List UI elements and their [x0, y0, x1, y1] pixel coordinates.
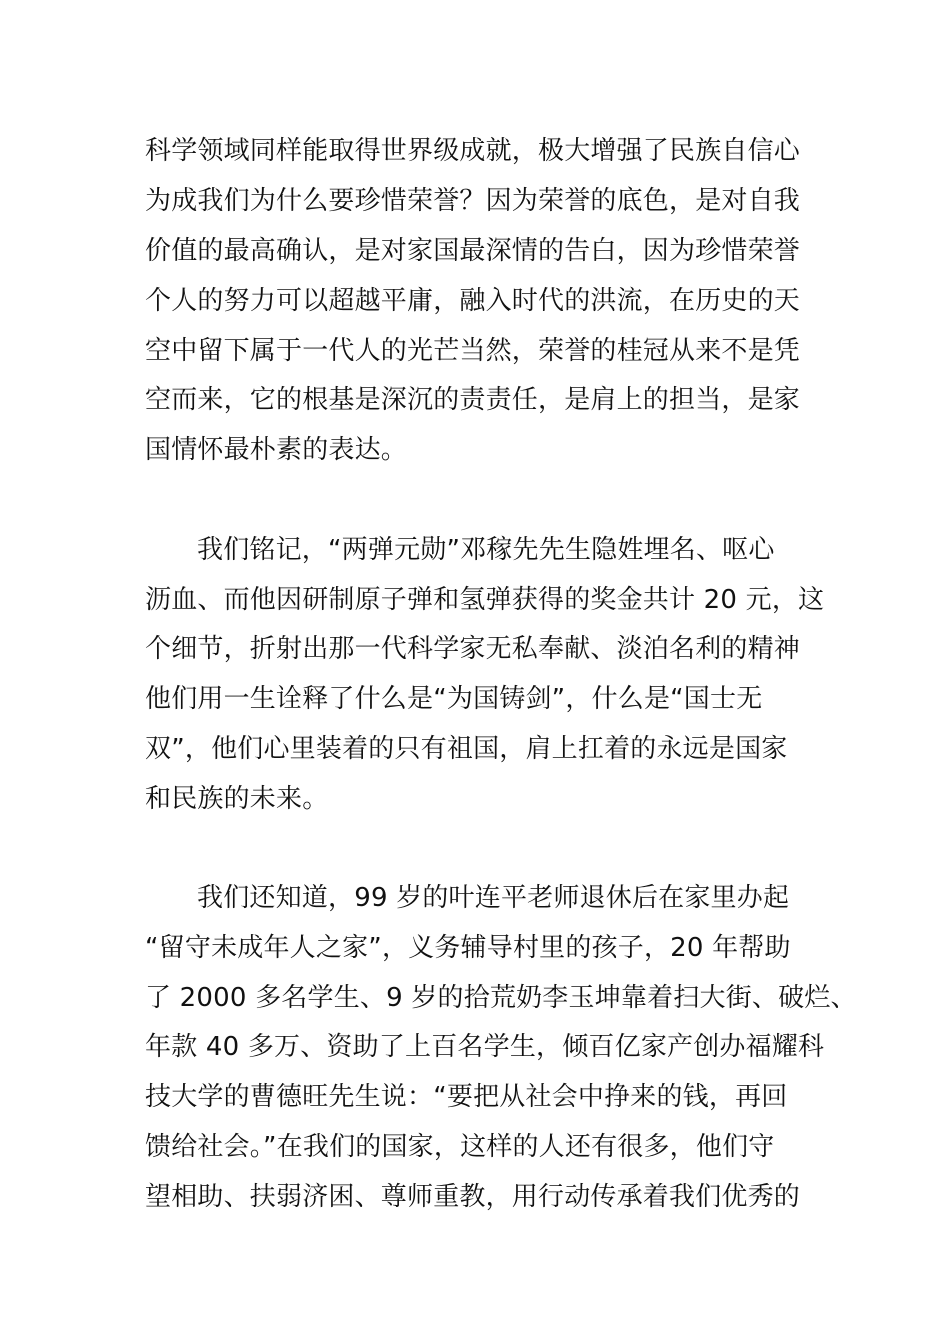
text-line: 馈给社会。”在我们的国家，这样的人还有很多，他们守: [145, 1132, 775, 1162]
text-line: 科学领域同样能取得世界级成就，极大增强了民族自信心: [145, 136, 801, 166]
text-line: 年款 40 多万、资助了上百名学生，倾百亿家产创办福耀科: [145, 1032, 825, 1062]
text-line: 了 2000 多名学生、9 岁的拾荒奶李玉坤靠着扫大街、破烂、: [145, 983, 857, 1013]
text-line: 技大学的曹德旺先生说：“要把从社会中挣来的钱，再回: [145, 1082, 788, 1112]
text-line: 个人的努力可以超越平庸，融入时代的洪流，在历史的天: [145, 286, 801, 316]
text-line: 沥血、而他因研制原子弹和氢弹获得的奖金共计 20 元，这: [145, 585, 825, 615]
text-line: 为成我们为什么要珍惜荣誉？因为荣誉的底色，是对自我: [145, 186, 801, 216]
text-line: 望相助、扶弱济困、尊师重教，用行动传承着我们优秀的: [145, 1182, 801, 1212]
text-line: 他们用一生诠释了什么是“为国铸剑”，什么是“国士无: [145, 684, 763, 714]
text-line: 我们铭记，“两弹元勋”邓稼先先生隐姓埋名、呕心: [197, 535, 775, 565]
text-line: 价值的最高确认，是对家国最深情的告白，因为珍惜荣誉: [145, 236, 801, 266]
text-line: 我们还知道，99 岁的叶连平老师退休后在家里办起: [197, 883, 790, 913]
text-line: 个细节，折射出那一代科学家无私奉献、淡泊名利的精神: [145, 634, 801, 664]
text-line: 和民族的未来。: [145, 784, 329, 814]
text-line: “留守未成年人之家”，义务辅导村里的孩子，20 年帮助: [145, 933, 791, 963]
text-line: 国情怀最朴素的表达。: [145, 435, 408, 465]
text-line: 空中留下属于一代人的光芒当然，荣誉的桂冠从来不是凭: [145, 336, 801, 366]
text-line: 双”，他们心里装着的只有祖国，肩上扛着的永远是国家: [145, 734, 788, 764]
text-line: 空而来，它的根基是深沉的责责任，是肩上的担当，是家: [145, 385, 801, 415]
